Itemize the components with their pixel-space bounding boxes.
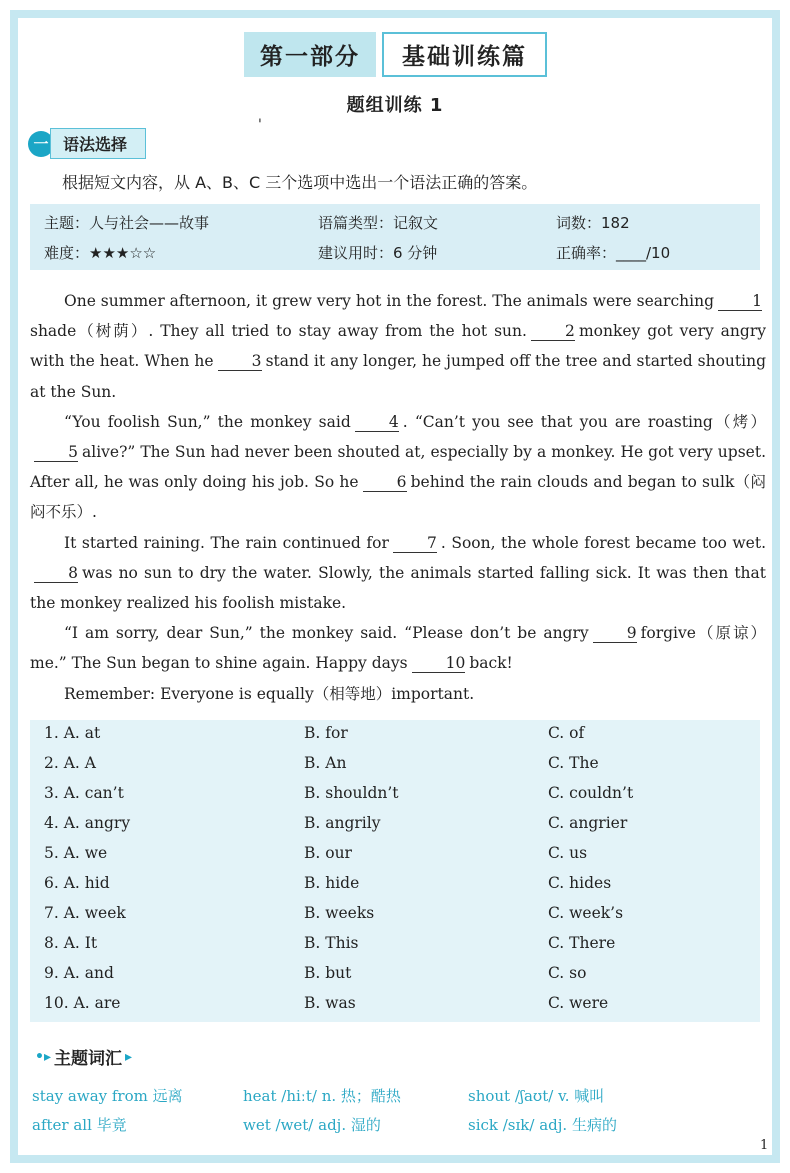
option-row: 8. A. It B. This C. There: [44, 934, 616, 952]
blank-2: 2: [531, 322, 575, 341]
meta-theme: 主题：人与社会——故事: [44, 214, 210, 232]
vocab-item: after all 毕竟: [32, 1116, 127, 1134]
option-row: 2. A. A B. An C. The: [44, 754, 599, 772]
arrow-left-icon: •▸: [35, 1048, 51, 1065]
group-title: 题组训练 1: [346, 95, 444, 116]
vocab-item: stay away from 远离: [32, 1087, 183, 1105]
blank-9: 9: [593, 624, 637, 643]
blank-5: 5: [34, 443, 78, 462]
paragraph-2: “You foolish Sun,” the monkey said 4 . “Can’t you see that you are roasting（烤）5 alive?” The Sun had never been shouted at, especially by a monkey. He got very upset. After all, he was only doing his job. So he 6 behind the rain clouds and began to sulk（闷闷不乐）.: [30, 412, 766, 522]
meta-box: [30, 204, 760, 270]
blank-7: 7: [393, 534, 437, 553]
option-row: 6. A. hid B. hide C. hides: [44, 874, 612, 892]
options-table: [30, 720, 760, 1022]
passage: [30, 286, 766, 709]
paragraph-4: “I am sorry, dear Sun,” the monkey said. “Please don’t be angry 9 forgive（原谅）me.” The Sun began to shine again. Happy days 10 back!: [30, 624, 766, 673]
option-row: 5. A. we B. our C. us: [44, 844, 588, 862]
option-row: 10. A. are B. was C. were: [44, 994, 609, 1012]
vocab-item: wet /wet/ adj. 湿的: [243, 1116, 381, 1134]
meta-difficulty: 难度：★★★☆☆: [44, 244, 157, 262]
blank-6: 6: [363, 473, 407, 492]
option-row: 9. A. and B. but C. so: [44, 964, 587, 982]
option-row: 7. A. week B. weeks C. week’s: [44, 904, 624, 922]
meta-genre: 语篇类型：记叙文: [318, 214, 439, 232]
vocab-item: heat /hiːt/ n. 热；酷热: [243, 1087, 401, 1105]
meta-accuracy: 正确率：____/10: [556, 244, 671, 262]
meta-words: 词数：182: [556, 214, 630, 232]
blank-1: 1: [718, 292, 762, 311]
section-number: 一: [28, 131, 54, 157]
blank-10: 10: [412, 654, 466, 673]
section-tag: [28, 128, 146, 159]
part-header: [244, 32, 547, 77]
meta-time: 建议用时：6 分钟: [318, 244, 438, 262]
paragraph-1: One summer afternoon, it grew very hot in the forest. The animals were searching 1shade（树荫）. They all tried to stay away from the hot sun. 2 monkey got very angry with the heat. When he 3 stand it any longer, he jumped off the tree and started shouting at the Sun.: [30, 292, 766, 401]
option-row: 4. A. angry B. angrily C. angrier: [44, 814, 628, 832]
option-row: 1. A. at B. for C. of: [44, 724, 585, 742]
blank-4: 4: [355, 413, 399, 432]
vocab-item: shout /ʃaʊt/ v. 喊叫: [468, 1087, 605, 1105]
arrow-right-icon: ▸: [124, 1048, 133, 1065]
paragraph-3: It started raining. The rain continued for 7 . Soon, the whole forest became too wet.8 was no sun to dry the water. Slowly, the animals started falling sick. It was then that the monkey realized his foolish mistake.: [30, 533, 766, 613]
vocab-item: sick /sɪk/ adj. 生病的: [468, 1116, 617, 1134]
part-subtitle: 基础训练篇: [382, 32, 547, 77]
section-label: 语法选择: [50, 128, 146, 159]
paragraph-5: Remember: Everyone is equally（相等地）important.: [64, 684, 475, 703]
page-number: 1: [760, 1138, 769, 1153]
vocab-title: •▸ 主题词汇 ▸: [35, 1048, 133, 1069]
instruction: 根据短文内容，从 A、B、C 三个选项中选出一个语法正确的答案。: [62, 173, 538, 192]
option-row: 3. A. can’t B. shouldn’t C. couldn’t: [44, 784, 634, 802]
blank-8: 8: [34, 564, 78, 583]
blank-3: 3: [218, 352, 262, 371]
part-title: 第一部分: [244, 32, 376, 77]
